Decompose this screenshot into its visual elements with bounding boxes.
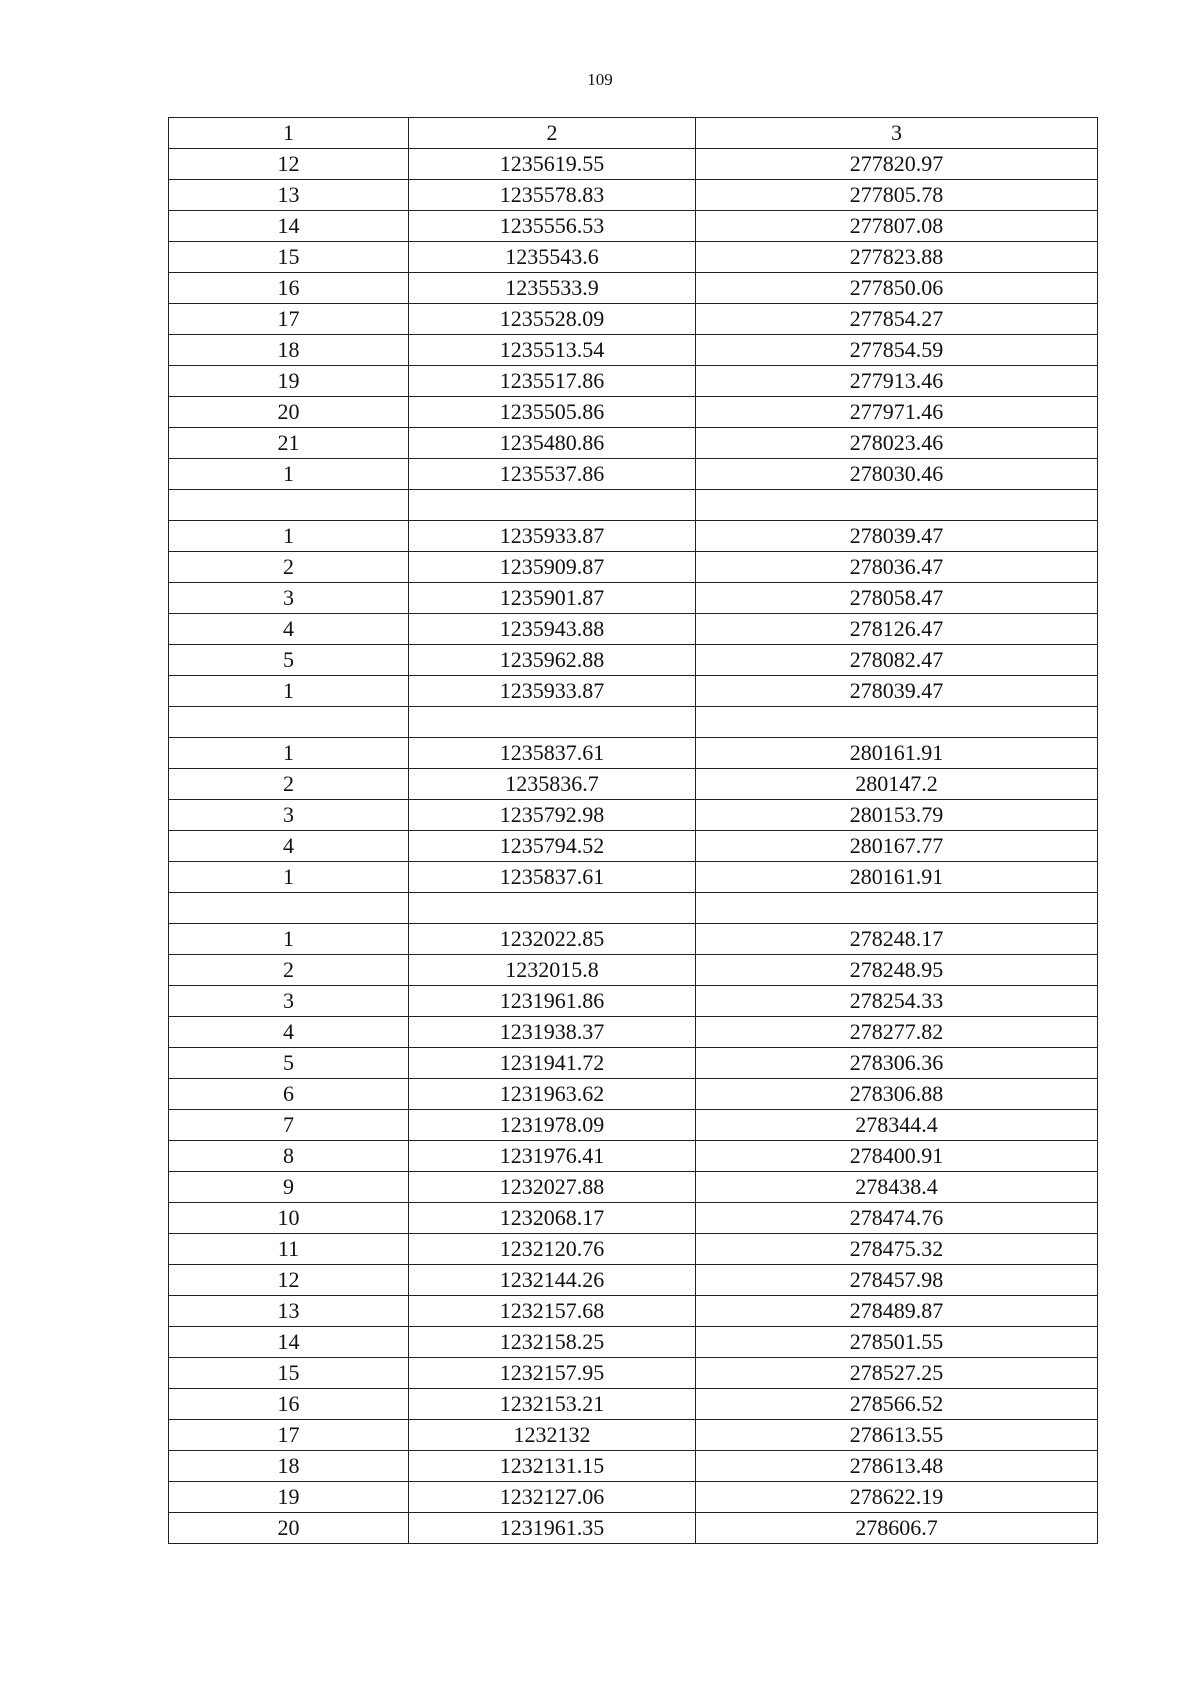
header-cell: 2 <box>409 118 696 149</box>
x-coordinate-cell: 1235578.83 <box>409 180 696 211</box>
x-coordinate-cell <box>409 893 696 924</box>
x-coordinate-cell: 1235513.54 <box>409 335 696 366</box>
y-coordinate-cell: 278475.32 <box>696 1234 1098 1265</box>
point-number-cell: 5 <box>169 645 409 676</box>
point-number-cell: 4 <box>169 831 409 862</box>
x-coordinate-cell <box>409 490 696 521</box>
y-coordinate-cell: 278248.17 <box>696 924 1098 955</box>
table-row <box>169 1234 1098 1265</box>
x-coordinate-cell: 1235537.86 <box>409 459 696 490</box>
y-coordinate-cell: 278527.25 <box>696 1358 1098 1389</box>
x-coordinate-cell: 1232068.17 <box>409 1203 696 1234</box>
y-coordinate-cell: 277823.88 <box>696 242 1098 273</box>
table-row <box>169 583 1098 614</box>
table-row <box>169 862 1098 893</box>
table-row <box>169 1265 1098 1296</box>
x-coordinate-cell: 1231938.37 <box>409 1017 696 1048</box>
x-coordinate-cell: 1235837.61 <box>409 862 696 893</box>
table-row <box>169 1141 1098 1172</box>
coordinates-table <box>168 117 1098 1544</box>
table-row <box>169 1079 1098 1110</box>
x-coordinate-cell: 1232157.95 <box>409 1358 696 1389</box>
table-row <box>169 614 1098 645</box>
x-coordinate-cell: 1235517.86 <box>409 366 696 397</box>
y-coordinate-cell: 278023.46 <box>696 428 1098 459</box>
table-row <box>169 1451 1098 1482</box>
point-number-cell: 21 <box>169 428 409 459</box>
table-row <box>169 831 1098 862</box>
table-row <box>169 149 1098 180</box>
y-coordinate-cell: 278306.88 <box>696 1079 1098 1110</box>
x-coordinate-cell: 1232157.68 <box>409 1296 696 1327</box>
y-coordinate-cell: 280147.2 <box>696 769 1098 800</box>
point-number-cell <box>169 490 409 521</box>
x-coordinate-cell: 1232022.85 <box>409 924 696 955</box>
table-row <box>169 1203 1098 1234</box>
y-coordinate-cell: 277807.08 <box>696 211 1098 242</box>
table-row <box>169 1048 1098 1079</box>
y-coordinate-cell: 278622.19 <box>696 1482 1098 1513</box>
table-row <box>169 1389 1098 1420</box>
y-coordinate-cell: 278457.98 <box>696 1265 1098 1296</box>
y-coordinate-cell: 278126.47 <box>696 614 1098 645</box>
x-coordinate-cell: 1232127.06 <box>409 1482 696 1513</box>
x-coordinate-cell: 1232131.15 <box>409 1451 696 1482</box>
x-coordinate-cell: 1231978.09 <box>409 1110 696 1141</box>
point-number-cell: 10 <box>169 1203 409 1234</box>
x-coordinate-cell: 1235556.53 <box>409 211 696 242</box>
y-coordinate-cell: 278058.47 <box>696 583 1098 614</box>
y-coordinate-cell: 277854.27 <box>696 304 1098 335</box>
point-number-cell: 6 <box>169 1079 409 1110</box>
x-coordinate-cell: 1232132 <box>409 1420 696 1451</box>
point-number-cell: 17 <box>169 304 409 335</box>
table-header-row <box>169 118 1098 149</box>
point-number-cell: 1 <box>169 521 409 552</box>
x-coordinate-cell: 1232120.76 <box>409 1234 696 1265</box>
x-coordinate-cell: 1235794.52 <box>409 831 696 862</box>
x-coordinate-cell: 1235962.88 <box>409 645 696 676</box>
point-number-cell: 1 <box>169 738 409 769</box>
x-coordinate-cell: 1232153.21 <box>409 1389 696 1420</box>
y-coordinate-cell: 278606.7 <box>696 1513 1098 1544</box>
point-number-cell: 15 <box>169 1358 409 1389</box>
y-coordinate-cell: 278438.4 <box>696 1172 1098 1203</box>
point-number-cell: 3 <box>169 583 409 614</box>
y-coordinate-cell: 277805.78 <box>696 180 1098 211</box>
separator-row <box>169 893 1098 924</box>
point-number-cell: 14 <box>169 211 409 242</box>
y-coordinate-cell: 278254.33 <box>696 986 1098 1017</box>
table-row <box>169 1017 1098 1048</box>
y-coordinate-cell: 280167.77 <box>696 831 1098 862</box>
y-coordinate-cell: 277971.46 <box>696 397 1098 428</box>
x-coordinate-cell: 1235543.6 <box>409 242 696 273</box>
point-number-cell: 8 <box>169 1141 409 1172</box>
x-coordinate-cell: 1235933.87 <box>409 521 696 552</box>
y-coordinate-cell: 278277.82 <box>696 1017 1098 1048</box>
y-coordinate-cell: 277850.06 <box>696 273 1098 304</box>
table-row <box>169 366 1098 397</box>
point-number-cell: 13 <box>169 180 409 211</box>
y-coordinate-cell: 277854.59 <box>696 335 1098 366</box>
y-coordinate-cell: 278501.55 <box>696 1327 1098 1358</box>
point-number-cell: 1 <box>169 676 409 707</box>
x-coordinate-cell: 1231961.86 <box>409 986 696 1017</box>
table-row <box>169 397 1098 428</box>
y-coordinate-cell: 278306.36 <box>696 1048 1098 1079</box>
x-coordinate-cell: 1232027.88 <box>409 1172 696 1203</box>
table-row <box>169 180 1098 211</box>
point-number-cell: 19 <box>169 1482 409 1513</box>
point-number-cell: 12 <box>169 1265 409 1296</box>
x-coordinate-cell: 1231941.72 <box>409 1048 696 1079</box>
y-coordinate-cell: 278489.87 <box>696 1296 1098 1327</box>
table-row <box>169 242 1098 273</box>
point-number-cell: 3 <box>169 800 409 831</box>
table-row <box>169 676 1098 707</box>
x-coordinate-cell: 1235505.86 <box>409 397 696 428</box>
y-coordinate-cell: 280161.91 <box>696 738 1098 769</box>
point-number-cell: 19 <box>169 366 409 397</box>
point-number-cell: 16 <box>169 1389 409 1420</box>
x-coordinate-cell: 1235943.88 <box>409 614 696 645</box>
table-row <box>169 986 1098 1017</box>
table-row <box>169 800 1098 831</box>
y-coordinate-cell <box>696 893 1098 924</box>
y-coordinate-cell: 278613.48 <box>696 1451 1098 1482</box>
point-number-cell: 20 <box>169 397 409 428</box>
y-coordinate-cell <box>696 490 1098 521</box>
table-row <box>169 924 1098 955</box>
y-coordinate-cell: 278400.91 <box>696 1141 1098 1172</box>
page-number: 109 <box>587 70 613 89</box>
point-number-cell: 2 <box>169 552 409 583</box>
y-coordinate-cell: 278566.52 <box>696 1389 1098 1420</box>
y-coordinate-cell: 278036.47 <box>696 552 1098 583</box>
table-row <box>169 1513 1098 1544</box>
y-coordinate-cell: 278344.4 <box>696 1110 1098 1141</box>
x-coordinate-cell <box>409 707 696 738</box>
table-row <box>169 211 1098 242</box>
point-number-cell: 4 <box>169 614 409 645</box>
table-row <box>169 459 1098 490</box>
table-row <box>169 645 1098 676</box>
point-number-cell: 12 <box>169 149 409 180</box>
header-cell: 1 <box>169 118 409 149</box>
x-coordinate-cell: 1235480.86 <box>409 428 696 459</box>
point-number-cell: 3 <box>169 986 409 1017</box>
point-number-cell: 18 <box>169 1451 409 1482</box>
y-coordinate-cell: 278082.47 <box>696 645 1098 676</box>
y-coordinate-cell <box>696 707 1098 738</box>
x-coordinate-cell: 1231961.35 <box>409 1513 696 1544</box>
x-coordinate-cell: 1231963.62 <box>409 1079 696 1110</box>
point-number-cell <box>169 893 409 924</box>
table-row <box>169 521 1098 552</box>
header-cell: 3 <box>696 118 1098 149</box>
x-coordinate-cell: 1235619.55 <box>409 149 696 180</box>
table-row <box>169 304 1098 335</box>
x-coordinate-cell: 1235533.9 <box>409 273 696 304</box>
table-row <box>169 1358 1098 1389</box>
table-row <box>169 1482 1098 1513</box>
table-row <box>169 552 1098 583</box>
table-row <box>169 1420 1098 1451</box>
x-coordinate-cell: 1235901.87 <box>409 583 696 614</box>
point-number-cell: 1 <box>169 862 409 893</box>
point-number-cell: 14 <box>169 1327 409 1358</box>
point-number-cell: 13 <box>169 1296 409 1327</box>
x-coordinate-cell: 1235528.09 <box>409 304 696 335</box>
x-coordinate-cell: 1235909.87 <box>409 552 696 583</box>
y-coordinate-cell: 277913.46 <box>696 366 1098 397</box>
point-number-cell: 20 <box>169 1513 409 1544</box>
table-row <box>169 273 1098 304</box>
y-coordinate-cell: 280161.91 <box>696 862 1098 893</box>
y-coordinate-cell: 280153.79 <box>696 800 1098 831</box>
point-number-cell: 7 <box>169 1110 409 1141</box>
table-row <box>169 1172 1098 1203</box>
y-coordinate-cell: 278474.76 <box>696 1203 1098 1234</box>
y-coordinate-cell: 277820.97 <box>696 149 1098 180</box>
table-row <box>169 1296 1098 1327</box>
x-coordinate-cell: 1232015.8 <box>409 955 696 986</box>
y-coordinate-cell: 278030.46 <box>696 459 1098 490</box>
x-coordinate-cell: 1235837.61 <box>409 738 696 769</box>
point-number-cell: 17 <box>169 1420 409 1451</box>
x-coordinate-cell: 1231976.41 <box>409 1141 696 1172</box>
point-number-cell: 4 <box>169 1017 409 1048</box>
point-number-cell <box>169 707 409 738</box>
x-coordinate-cell: 1235792.98 <box>409 800 696 831</box>
table-body <box>169 149 1098 1544</box>
table-row <box>169 738 1098 769</box>
point-number-cell: 1 <box>169 924 409 955</box>
y-coordinate-cell: 278039.47 <box>696 676 1098 707</box>
y-coordinate-cell: 278613.55 <box>696 1420 1098 1451</box>
x-coordinate-cell: 1232144.26 <box>409 1265 696 1296</box>
point-number-cell: 16 <box>169 273 409 304</box>
table-row <box>169 955 1098 986</box>
table-row <box>169 335 1098 366</box>
separator-row <box>169 707 1098 738</box>
table-row <box>169 1110 1098 1141</box>
point-number-cell: 9 <box>169 1172 409 1203</box>
x-coordinate-cell: 1232158.25 <box>409 1327 696 1358</box>
table-row <box>169 769 1098 800</box>
point-number-cell: 11 <box>169 1234 409 1265</box>
x-coordinate-cell: 1235933.87 <box>409 676 696 707</box>
separator-row <box>169 490 1098 521</box>
point-number-cell: 18 <box>169 335 409 366</box>
y-coordinate-cell: 278039.47 <box>696 521 1098 552</box>
point-number-cell: 2 <box>169 769 409 800</box>
point-number-cell: 1 <box>169 459 409 490</box>
x-coordinate-cell: 1235836.7 <box>409 769 696 800</box>
point-number-cell: 2 <box>169 955 409 986</box>
point-number-cell: 5 <box>169 1048 409 1079</box>
table-row <box>169 428 1098 459</box>
y-coordinate-cell: 278248.95 <box>696 955 1098 986</box>
point-number-cell: 15 <box>169 242 409 273</box>
table-row <box>169 1327 1098 1358</box>
